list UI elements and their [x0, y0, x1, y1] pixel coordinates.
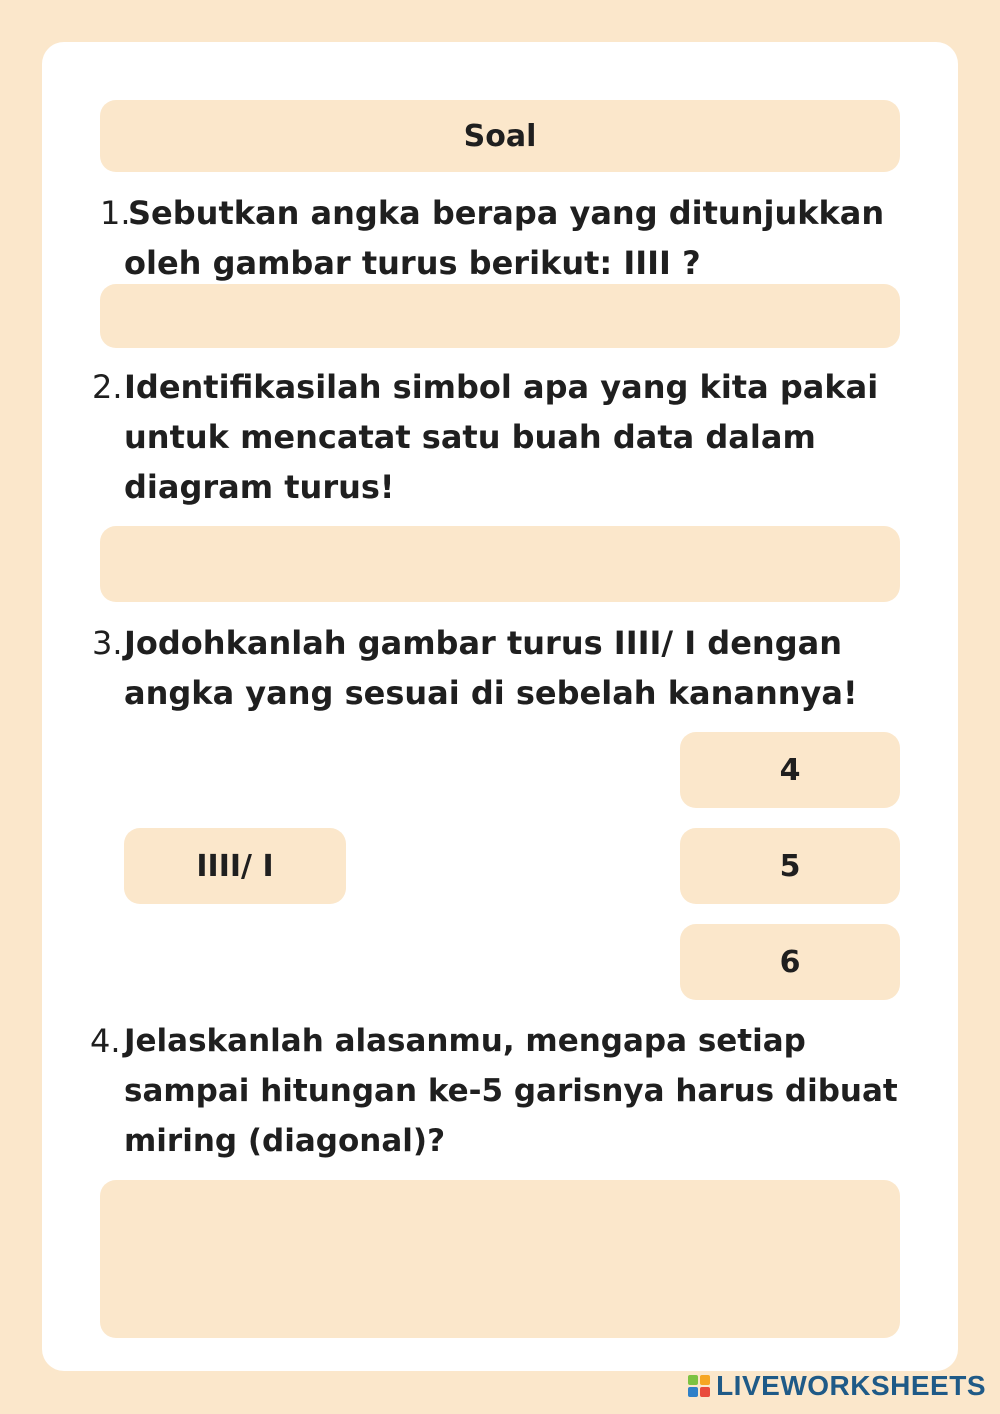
liveworksheets-watermark [688, 1370, 986, 1402]
question-4 [90, 1016, 950, 1166]
brand-name: LIVEWORKSHEETS [716, 1370, 986, 1401]
liveworksheets-logo-icon [688, 1375, 710, 1397]
question-text-line: sampai hitungan ke-5 garisnya harus dibuat [124, 1073, 898, 1109]
question-text-line: oleh gambar turus berikut: IIII ? [124, 244, 701, 282]
question-text-line: Jodohkanlah gambar turus IIII/ I dengan [124, 624, 842, 662]
match-option-6[interactable]: 6 [680, 924, 900, 1000]
question-1 [100, 188, 920, 288]
question-text-line: Sebutkan angka berapa yang ditunjukkan [128, 194, 885, 232]
question-number: 4. [90, 1022, 121, 1060]
match-option-4[interactable]: 4 [680, 732, 900, 808]
question-text-line: Jelaskanlah alasanmu, mengapa setiap [124, 1023, 806, 1059]
question-number: 1. [100, 194, 131, 232]
match-option-5[interactable]: 5 [680, 828, 900, 904]
question-text-line: untuk mencatat satu buah data dalam [124, 418, 816, 456]
question-text-line: Identifikasilah simbol apa yang kita pakai [124, 368, 879, 406]
question-text-line: angka yang sesuai di sebelah kanannya! [124, 674, 858, 712]
question-text-line: diagram turus! [124, 468, 395, 506]
question-number: 3. [92, 624, 123, 662]
question-text-line: miring (diagonal)? [124, 1123, 446, 1159]
match-tally-tile[interactable]: IIII/ I [124, 828, 346, 904]
question-2 [92, 362, 922, 512]
answer-4-textarea[interactable] [100, 1180, 900, 1338]
question-number: 2. [92, 368, 123, 406]
question-3 [92, 618, 922, 718]
answer-1-input[interactable] [100, 284, 900, 348]
section-title: Soal [100, 100, 900, 172]
answer-2-input[interactable] [100, 526, 900, 602]
